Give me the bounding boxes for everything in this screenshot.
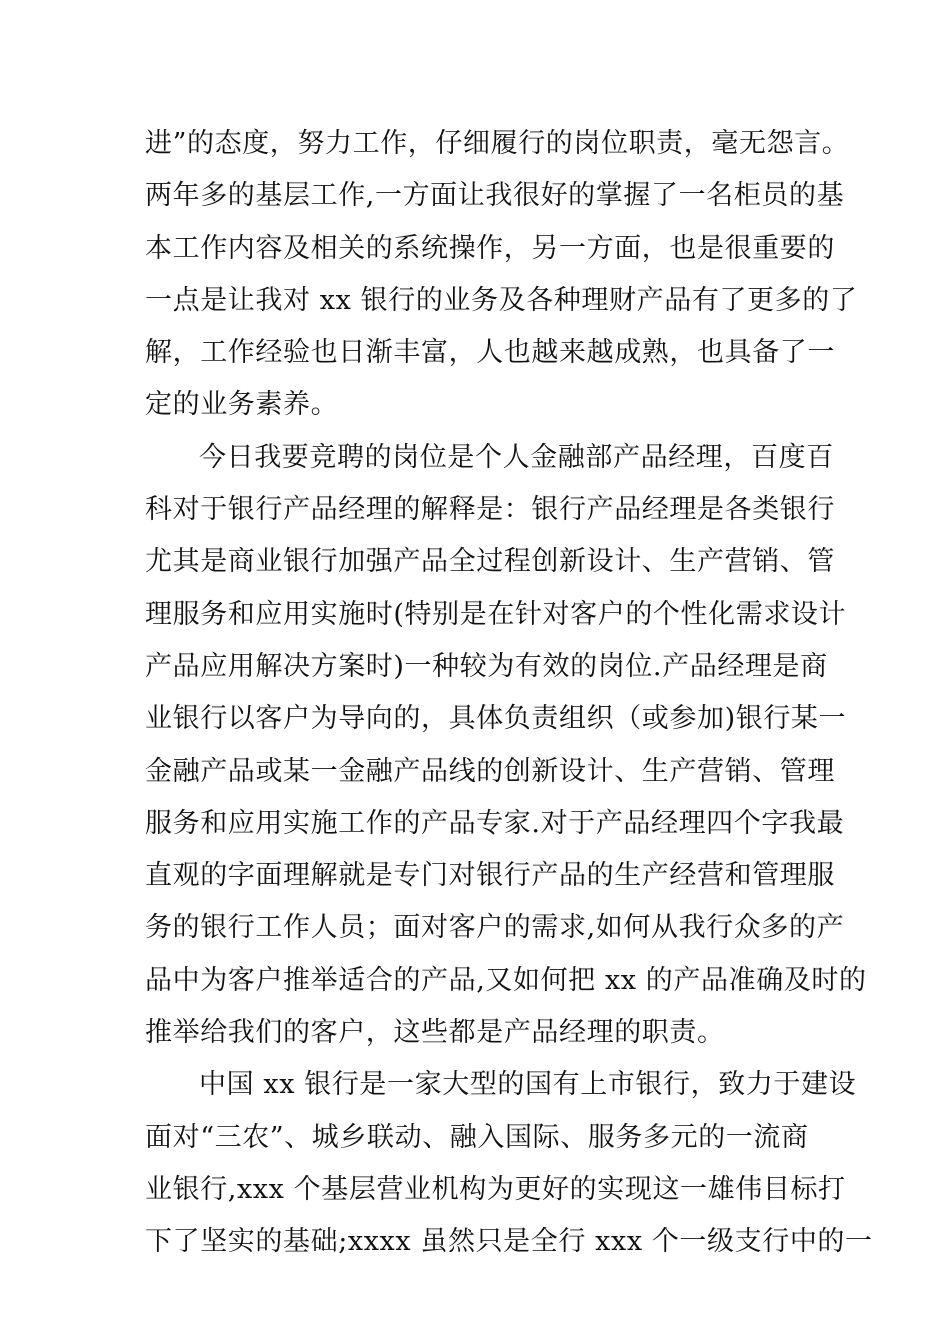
body-text (145, 118, 873, 1269)
text-line: 科对于银行产品经理的解释是：银行产品经理是各类银行 (145, 494, 835, 526)
text-line: 业银行以客户为导向的，具体负责组织（或参加)银行某一 (145, 703, 847, 735)
text-line: 直观的字面理解就是专门对银行产品的生产经营和管理服 (145, 860, 835, 892)
text-line: 本工作内容及相关的系统操作，另一方面，也是很重要的 (145, 232, 835, 264)
text-line: 务的银行工作人员；面对客户的需求,如何从我行众多的产 (145, 912, 845, 944)
paragraph-first-line: 中国 xx 银行是一家大型的国有上市银行，致力于建设 (199, 1069, 857, 1101)
text-line: 定的业务素养。 (145, 389, 339, 421)
text-line: 服务和应用实施工作的产品专家.对于产品经理四个字我最 (145, 807, 845, 839)
text-line: 两年多的基层工作,一方面让我很好的掌握了一名柜员的基 (145, 180, 845, 212)
text-line: 解，工作经验也日渐丰富，人也越来越成熟，也具备了一 (145, 337, 835, 369)
text-line: 下了坚实的基础;xxxx 虽然只是全行 xxx 个一级支行中的一 (145, 1226, 873, 1258)
text-line: 金融产品或某一金融产品线的创新设计、生产营销、管理 (145, 755, 835, 787)
paragraph-first-line: 今日我要竞聘的岗位是个人金融部产品经理，百度百 (199, 441, 834, 473)
text-line: 推举给我们的客户，这些都是产品经理的职责。 (145, 1017, 725, 1049)
text-line: 产品应用解决方案时)一种较为有效的岗位.产品经理是商 (145, 650, 828, 682)
text-line: 品中为客户推举适合的产品,又如何把 xx 的产品准确及时的 (145, 964, 867, 996)
text-line: 业银行,xxx 个基层营业机构为更好的实现这一雄伟目标打 (145, 1173, 846, 1205)
text-line: 尤其是商业银行加强产品全过程创新设计、生产营销、管 (145, 546, 835, 578)
text-line: 面对“三农”、城乡联动、融入国际、服务多元的一流商 (145, 1121, 809, 1153)
text-line: 一点是让我对 xx 银行的业务及各种理财产品有了更多的了 (145, 284, 858, 316)
text-line: 进”的态度，努力工作，仔细履行的岗位职责，毫无怨言。 (145, 128, 850, 159)
text-line: 理服务和应用实施时(特别是在针对客户的个性化需求设计 (145, 598, 847, 630)
